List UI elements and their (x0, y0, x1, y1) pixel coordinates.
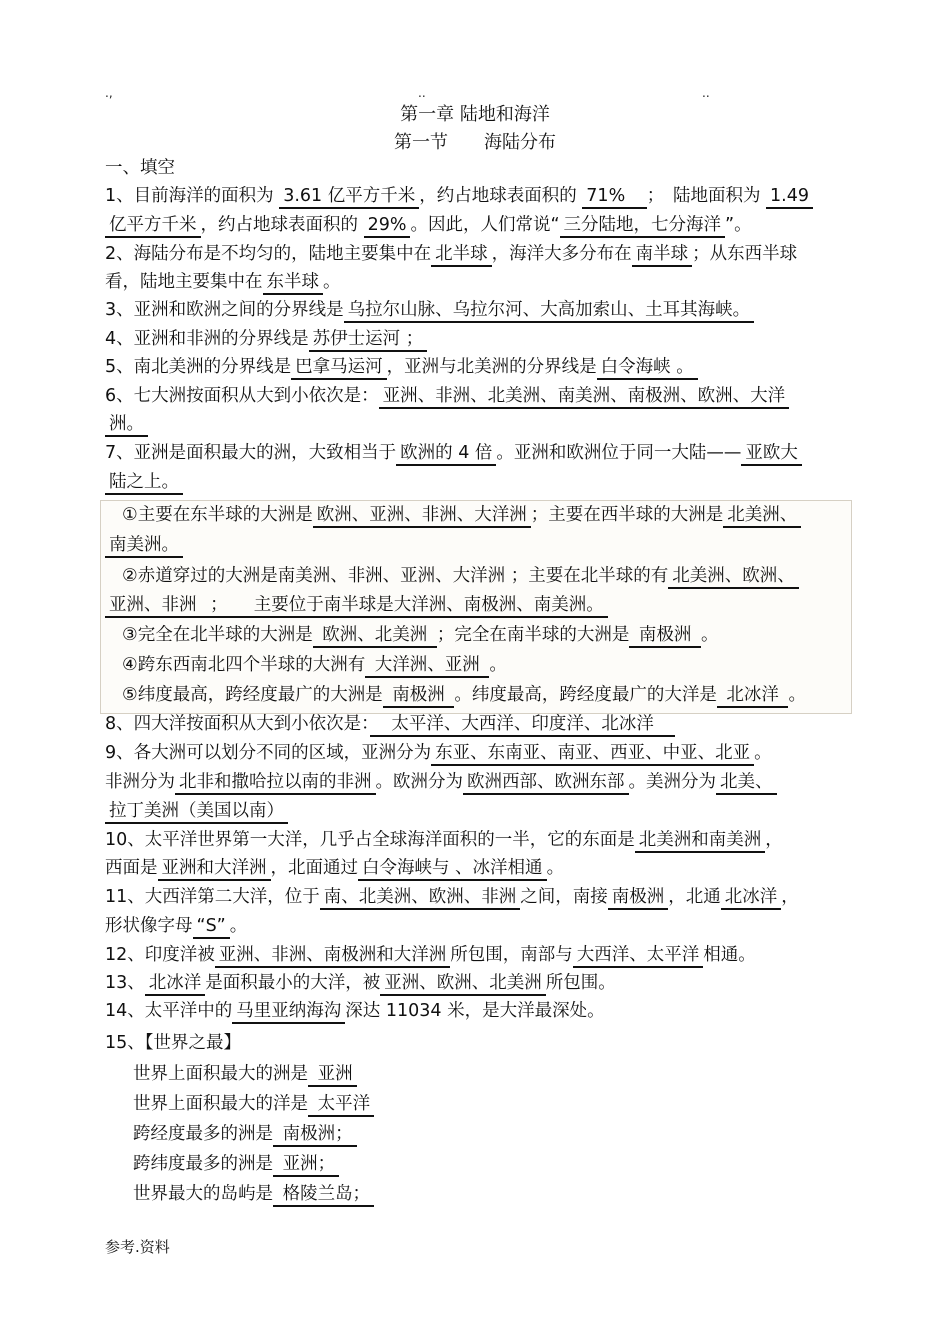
box-1-answer-1: 欧洲、亚洲、非洲、大洋洲 (313, 505, 531, 528)
box-item-1-line-1 (122, 501, 867, 530)
q13-answer-1: 北冰洋 (145, 973, 206, 996)
record-row-5 (133, 1180, 878, 1209)
q7-answer-3: 陆之上。 (105, 472, 183, 495)
record-row-3 (133, 1120, 878, 1149)
box-2-answer-2: 亚洲、非洲 (105, 595, 206, 618)
q12-answer-1: 亚洲、非洲、南极洲和大洋洲 (215, 945, 451, 968)
record-5-answer: 格陵兰岛； (273, 1184, 374, 1207)
q10-answer-3: 白令海峡与 、冰洋相通 (358, 858, 547, 881)
box-3-answer-2: 南极洲 (629, 625, 701, 648)
q14-text-a: 14、太平洋中的 (105, 1001, 233, 1021)
q12-answer-2: 大西洋、太平洋 (573, 945, 704, 968)
section-title: 第一节 海陆分布 (394, 132, 556, 153)
question-9-line-3 (105, 797, 850, 826)
question-15-title: 15、【世界之最】 (105, 1033, 242, 1053)
record-4-answer: 亚洲； (273, 1154, 339, 1177)
q3-answer-1: 乌拉尔山脉、乌拉尔河、大高加索山、土耳其海峡。 (344, 300, 755, 323)
footer-text: 参考.资料 (105, 1238, 170, 1256)
question-5 (105, 353, 850, 382)
q13-text-a: 13、 (105, 973, 145, 993)
box-item-1-line-2 (105, 531, 850, 560)
q10-text-e: 。 (546, 858, 565, 878)
q10-text-a: 10、太平洋世界第一大洋，几乎占全球海洋面积的一半，它的东面是 (105, 830, 635, 850)
q9-answer-4: 北美、 (716, 772, 777, 795)
q7-text-a: 7、亚洲是面积最大的洲，大致相当于 (105, 443, 397, 463)
q4-text-a: 4、亚洲和非洲的分界线是 (105, 329, 309, 349)
header-mark-center: .. (418, 86, 426, 100)
q4-answer-1: 苏伊士运河 ； (309, 329, 428, 352)
question-3 (105, 296, 850, 325)
q11-answer-4: “S” (193, 916, 230, 939)
q1-answer-4: 亿平方千米 (105, 215, 201, 238)
box-item-4 (122, 651, 867, 680)
q10-text-d: ，北面通过 (270, 858, 358, 878)
q7-answer-2: 亚欧大 (741, 443, 802, 466)
header-mark-right: .. (702, 86, 710, 100)
q1-answer-6: 三分陆地，七分海洋 (560, 215, 726, 238)
q11-text-e: 形状像字母 (105, 916, 193, 936)
q5-answer-2: 白令海峡 。 (597, 357, 698, 380)
box-5-text-a: ⑤纬度最高，跨经度最广的大洲是 (122, 685, 383, 705)
q13-text-b: 是面积最小的大洋，被 (205, 973, 381, 993)
box-2-text-a: ②赤道穿过的大洲是南美洲、非洲、亚洲、大洋洲 ；主要在北半球的有 (122, 566, 669, 586)
box-3-text-b: ；完全在南半球的大洲是 (436, 625, 630, 645)
box-1-answer-3: 南美洲。 (105, 535, 183, 558)
q12-text-b: 所包围，南部与 (450, 945, 573, 965)
q2-text-e: 。 (323, 272, 341, 292)
box-4-text-a: ④跨东西南北四个半球的大洲有 (122, 655, 366, 675)
question-2-line-1 (105, 240, 850, 269)
q5-answer-1: 巴拿马运河 (291, 357, 387, 380)
q1-answer-3: 1.49 (766, 186, 813, 209)
question-11-line-1 (105, 883, 850, 912)
box-2-answer-1: 北美洲、欧洲、 (668, 566, 799, 589)
question-2-line-2 (105, 268, 850, 297)
question-4 (105, 325, 850, 354)
box-3-text-a: ③完全在北半球的大洲是 (122, 625, 313, 645)
record-row-1 (133, 1060, 878, 1089)
question-9-line-2 (105, 768, 850, 797)
q11-text-c: ，北通 (668, 887, 721, 907)
question-11-line-2 (105, 912, 850, 941)
box-1-text-a: ①主要在东半球的大洲是 (122, 505, 313, 525)
box-5-text-b: 。纬度最高，跨经度最广的大洋是 (454, 685, 717, 705)
record-4-label: 跨纬度最多的洲是 (133, 1154, 273, 1174)
question-12 (105, 941, 850, 970)
q5-text-b: ，亚洲与北美洲的分界线是 (386, 357, 597, 377)
box-item-2-line-2 (105, 591, 850, 620)
q10-text-c: 西面是 (105, 858, 158, 878)
q11-answer-3: 北冰洋 (721, 887, 782, 910)
q10-answer-2: 亚洲和大洋洲 (158, 858, 271, 881)
q1-text-e: 。因此，人们常说“ (410, 215, 560, 235)
q2-answer-1: 北半球 (431, 244, 492, 267)
question-7-line-1 (105, 439, 850, 468)
box-2-answer-3: ； 主要位于南半球是大洋洲、南极洲、南美洲。 (206, 595, 608, 618)
box-5-answer-1: 南极洲 (383, 685, 455, 708)
question-14 (105, 997, 850, 1026)
q2-text-d: 看，陆地主要集中在 (105, 272, 263, 292)
box-3-text-c: 。 (700, 625, 719, 645)
q3-text-a: 3、亚洲和欧洲之间的分界线是 (105, 300, 344, 320)
q2-text-c: ；从东西半球 (692, 244, 798, 264)
record-2-answer: 太平洋 (308, 1094, 374, 1117)
q9-text-b: 。 (754, 743, 772, 763)
q1-text-c: ； 陆地面积为 (646, 186, 767, 206)
q11-answer-2: 南极洲 (608, 887, 669, 910)
q6-answer-2: 洲。 (105, 414, 148, 437)
q5-text-a: 5、南北美洲的分界线是 (105, 357, 292, 377)
q1-answer-1: 3.61 亿平方千米 (279, 186, 419, 209)
q2-answer-3: 东半球 (263, 272, 324, 295)
q13-answer-2: 亚洲、欧洲、北美洲 (380, 973, 546, 996)
q9-answer-2: 北非和撒哈拉以南的非洲 (175, 772, 376, 795)
q11-answer-1: 南、北美洲、欧洲、非洲 (320, 887, 521, 910)
box-1-answer-2: 北美洲、 (723, 505, 801, 528)
q8-text-a: 8、四大洋按面积从大到小依次是： (105, 714, 370, 734)
q6-answer-1: 亚洲、非洲、北美洲、南美洲、南极洲、欧洲、大洋 (379, 386, 790, 409)
box-item-2-line-1 (122, 562, 867, 591)
box-item-3 (122, 621, 867, 650)
q14-text-b: 深达 11034 米，是大洋最深处。 (345, 1001, 605, 1021)
q9-answer-5: 拉丁美洲（美国以南） (105, 801, 288, 824)
q9-text-d: 。欧洲分为 (375, 772, 463, 792)
q9-answer-1: 东亚、东南亚、南亚、西亚、中亚、北亚 (431, 743, 754, 766)
q11-text-d: ， (781, 887, 799, 907)
q1-text-d: ，约占地球表面积的 (200, 215, 364, 235)
record-2-label: 世界上面积最大的洋是 (133, 1094, 308, 1114)
record-row-2 (133, 1090, 878, 1119)
record-1-label: 世界上面积最大的洲是 (133, 1064, 308, 1084)
q13-text-c: 所包围。 (545, 973, 616, 993)
q9-text-a: 9、各大洲可以划分不同的区域，亚洲分为 (105, 743, 432, 763)
q1-text-f: ”。 (725, 215, 752, 235)
question-10-line-2 (105, 854, 850, 883)
q11-text-b: 之间，南接 (520, 887, 608, 907)
record-5-label: 世界最大的岛屿是 (133, 1184, 273, 1204)
q11-text-f: 。 (229, 916, 248, 936)
question-7-line-2 (105, 468, 850, 497)
record-3-label: 跨经度最多的洲是 (133, 1124, 273, 1144)
record-3-answer: 南极洲； (273, 1124, 357, 1147)
question-9-line-1 (105, 739, 850, 768)
record-1-answer: 亚洲 (308, 1064, 357, 1087)
part-heading: 一、填空 (105, 158, 175, 178)
q12-text-c: 相通。 (703, 945, 756, 965)
box-item-5 (122, 681, 867, 710)
q2-text-b: ，海洋大多分布在 (491, 244, 632, 264)
q8-answer-1: 太平洋、大西洋、印度洋、北冰洋 (370, 714, 676, 737)
q2-text-a: 2、海陆分布是不均匀的，陆地主要集中在 (105, 244, 432, 264)
q6-text-a: 6、七大洲按面积从大到小依次是： (105, 386, 379, 406)
question-6-line-2 (105, 410, 850, 439)
question-10-line-1 (105, 826, 850, 855)
chapter-title: 第一章 陆地和海洋 (400, 104, 550, 125)
box-1-text-b: ；主要在西半球的大洲是 (530, 505, 724, 525)
question-1-line-2 (105, 211, 850, 240)
q7-answer-1: 欧洲的 4 倍 (396, 443, 496, 466)
box-5-text-c: 。 (788, 685, 806, 705)
q9-answer-3: 欧洲西部、欧洲东部 (463, 772, 629, 795)
q1-text-b: ，约占地球表面积的 (419, 186, 583, 206)
box-5-answer-2: 北冰洋 (717, 685, 789, 708)
q10-text-b: ， (765, 830, 783, 850)
q12-text-a: 12、印度洋被 (105, 945, 215, 965)
box-4-answer-1: 大洋洲、亚洲 (365, 655, 489, 678)
q7-text-b: 。亚洲和欧洲位于同一大陆—— (496, 443, 742, 463)
box-3-answer-1: 欧洲、北美洲 (313, 625, 437, 648)
question-8 (105, 710, 850, 739)
q14-answer-1: 马里亚纳海沟 (232, 1001, 345, 1024)
box-4-text-b: 。 (489, 655, 507, 675)
q1-answer-5: 29% (364, 215, 411, 238)
q11-text-a: 11、大西洋第二大洋，位于 (105, 887, 320, 907)
question-6-line-1 (105, 382, 850, 411)
q1-answer-2: 71% (582, 186, 646, 209)
q9-text-c: 非洲分为 (105, 772, 175, 792)
q2-answer-2: 南半球 (632, 244, 693, 267)
header-mark-left: ., (105, 86, 113, 100)
question-13 (105, 969, 850, 998)
q1-text-a: 1、目前海洋的面积为 (105, 186, 280, 206)
q9-text-e: 。美洲分为 (628, 772, 716, 792)
q10-answer-1: 北美洲和南美洲 (635, 830, 766, 853)
question-1-line-1 (105, 182, 850, 211)
record-row-4 (133, 1150, 878, 1179)
